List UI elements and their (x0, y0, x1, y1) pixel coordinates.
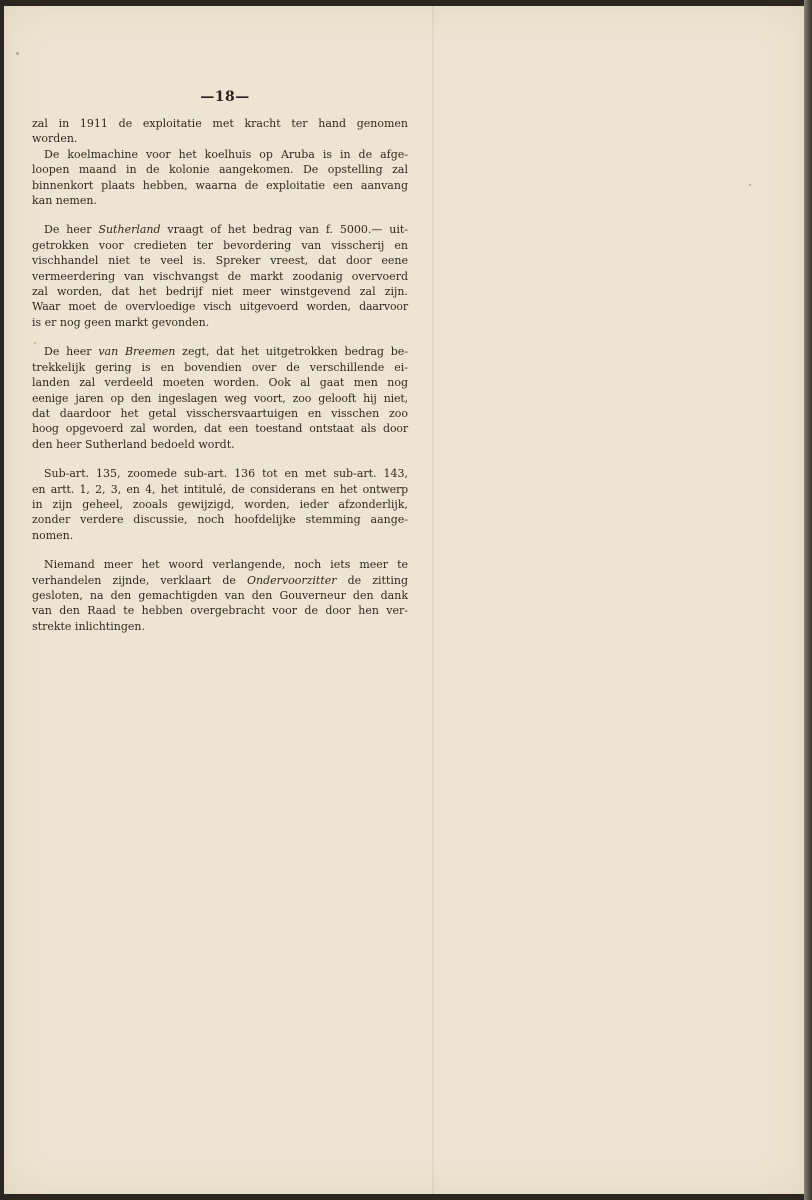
text-line: in zijn geheel, zooals gewijzigd, worden, ieder afzonderlijk, (32, 497, 408, 511)
text-line: eenige jaren op den ingeslagen weg voort, zoo gelooft hij niet, (32, 391, 408, 405)
paper-speck (16, 52, 19, 55)
paragraph (32, 222, 408, 330)
document-page (4, 6, 804, 1194)
text-line: De koelmachine voor het koelhuis op Aruba is in de afge- (44, 147, 408, 161)
text-line: gesloten, na den gemachtigden van den Gouverneur den dank (32, 588, 408, 602)
text-line: is er nog geen markt gevonden. (32, 315, 210, 329)
text-line: vischhandel niet te veel is. Spreker vreest, dat door eene (32, 254, 408, 268)
text-line: worden. (32, 132, 78, 146)
text-line: landen zal verdeeld moeten worden. Ook al gaat men nog (32, 376, 408, 390)
text-line: trekkelijk gering is en bovendien over de verschillende ei- (32, 360, 408, 374)
text-line: binnenkort plaats hebben, waarna de exploitatie een aanvang (32, 178, 408, 192)
text-line: vermeerdering van vischvangst de markt zoodanig overvoerd (32, 269, 408, 283)
paragraph (32, 466, 408, 543)
text-line: nomen. (32, 528, 74, 542)
paragraph (32, 116, 408, 208)
text-line: kan nemen. (32, 194, 97, 208)
text-line: dat daardoor het getal visschersvaartuigen en visschen zoo (32, 406, 408, 420)
text-line: hoog opgevoerd zal worden, dat een toestand ontstaat als door (32, 422, 408, 436)
text-line: van den Raad te hebben overgebracht voor de door hen ver- (32, 604, 408, 618)
text-line: getrokken voor credieten ter bevordering van visscherij en (32, 238, 408, 252)
text-line: Niemand meer het woord verlangende, noch iets meer te (44, 558, 408, 572)
paragraph (32, 557, 408, 634)
text-line (32, 222, 408, 237)
text-line: Waar moet de overvloedige visch uitgevoerd worden, daarvoor (32, 300, 408, 314)
text-line: en artt. 1, 2, 3, en 4, het intitulé, de considerans en het ontwerp (32, 482, 408, 496)
text-fragment: de zitting (347, 573, 408, 587)
text-line: zal worden, dat het bedrijf niet meer winstgevend zal zijn. (32, 285, 408, 299)
text-line: zonder verdere discussie, noch hoofdelijke stemming aange- (32, 513, 408, 527)
chair-title: Ondervoorzitter (246, 573, 337, 587)
paragraph (32, 344, 408, 452)
speaker-name: Sutherland (98, 223, 161, 237)
book-binding-edge (804, 0, 812, 1200)
text-fragment: zegt, dat het uitgetrokken bedrag be- (182, 345, 408, 359)
text-fragment: vraagt of het bedrag van f. 5000.— uit- (167, 223, 408, 237)
speaker-prefix: De heer (44, 345, 92, 359)
text-fragment: verhandelen zijnde, verklaart de (32, 573, 236, 587)
speaker-name: van Breemen (98, 345, 176, 359)
text-line: den heer Sutherland bedoeld wordt. (32, 437, 235, 451)
speaker-prefix: De heer (44, 223, 92, 237)
paper-speck (749, 184, 751, 186)
text-line (32, 573, 408, 588)
body-text (32, 116, 408, 648)
text-line: loopen maand in de kolonie aangekomen. De opstelling zal (32, 163, 408, 177)
text-line: strekte inlichtingen. (32, 619, 145, 633)
page-number: —18— (200, 89, 250, 105)
text-line (32, 344, 408, 359)
text-line: Sub-art. 135, zoomede sub-art. 136 tot en met sub-art. 143, (44, 467, 408, 481)
page-fold-shadow (432, 6, 434, 1194)
text-line: zal in 1911 de exploitatie met kracht ter hand genomen (32, 117, 408, 130)
